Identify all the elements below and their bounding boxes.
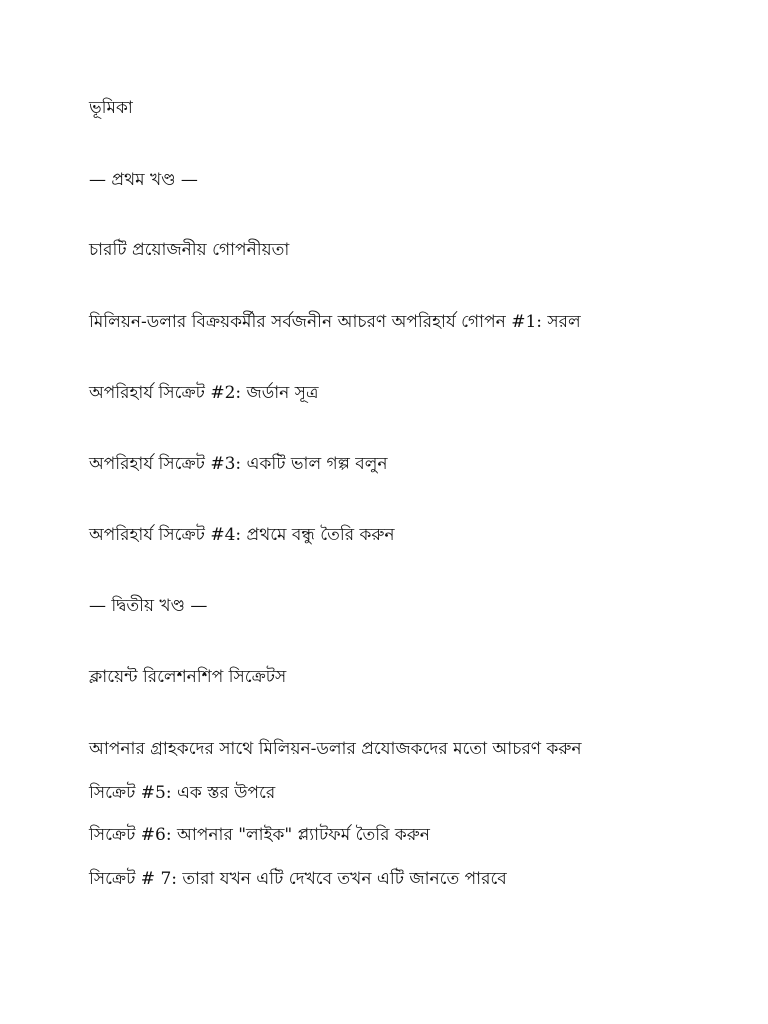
essential-secret-4-line: অপরিহার্য সিক্রেট #4: প্রথমে বন্ধু তৈরি করুন: [89, 525, 395, 545]
section-title-client-relationship: ক্লায়েন্ট রিলেশনশিপ সিক্রেটস: [89, 667, 287, 687]
secret-5-line: সিক্রেট #5: এক স্তর উপরে: [89, 783, 276, 803]
section-title-four-secrets: চারটি প্রয়োজনীয় গোপনীয়তা: [89, 240, 290, 260]
client-treatment-line: আপনার গ্রাহকদের সাথে মিলিয়ন-ডলার প্রযোজকদের মতো আচরণ করুন: [89, 739, 582, 759]
secret-7-line: সিক্রেট # 7: তারা যখন এটি দেখবে তখন এটি জানতে পারবে: [89, 869, 507, 889]
secret-6-line: সিক্রেট #6: আপনার "লাইক" প্ল্যাটফর্ম তৈরি করুন: [89, 825, 430, 845]
essential-secret-2-line: অপরিহার্য সিক্রেট #2: জর্ডান সূত্র: [89, 383, 319, 403]
essential-secret-3-line: অপরিহার্য সিক্রেট #3: একটি ভাল গল্প বলুন: [89, 454, 388, 474]
part-one-heading: — প্রথম খণ্ড —: [89, 170, 198, 190]
essential-secret-1-line: মিলিয়ন-ডলার বিক্রয়কর্মীর সর্বজনীন আচরণ অপরিহার্য গোপন #1: সরল: [89, 312, 581, 332]
part-two-heading: — দ্বিতীয় খণ্ড —: [89, 596, 208, 616]
introduction-heading: ভূমিকা: [89, 98, 133, 118]
